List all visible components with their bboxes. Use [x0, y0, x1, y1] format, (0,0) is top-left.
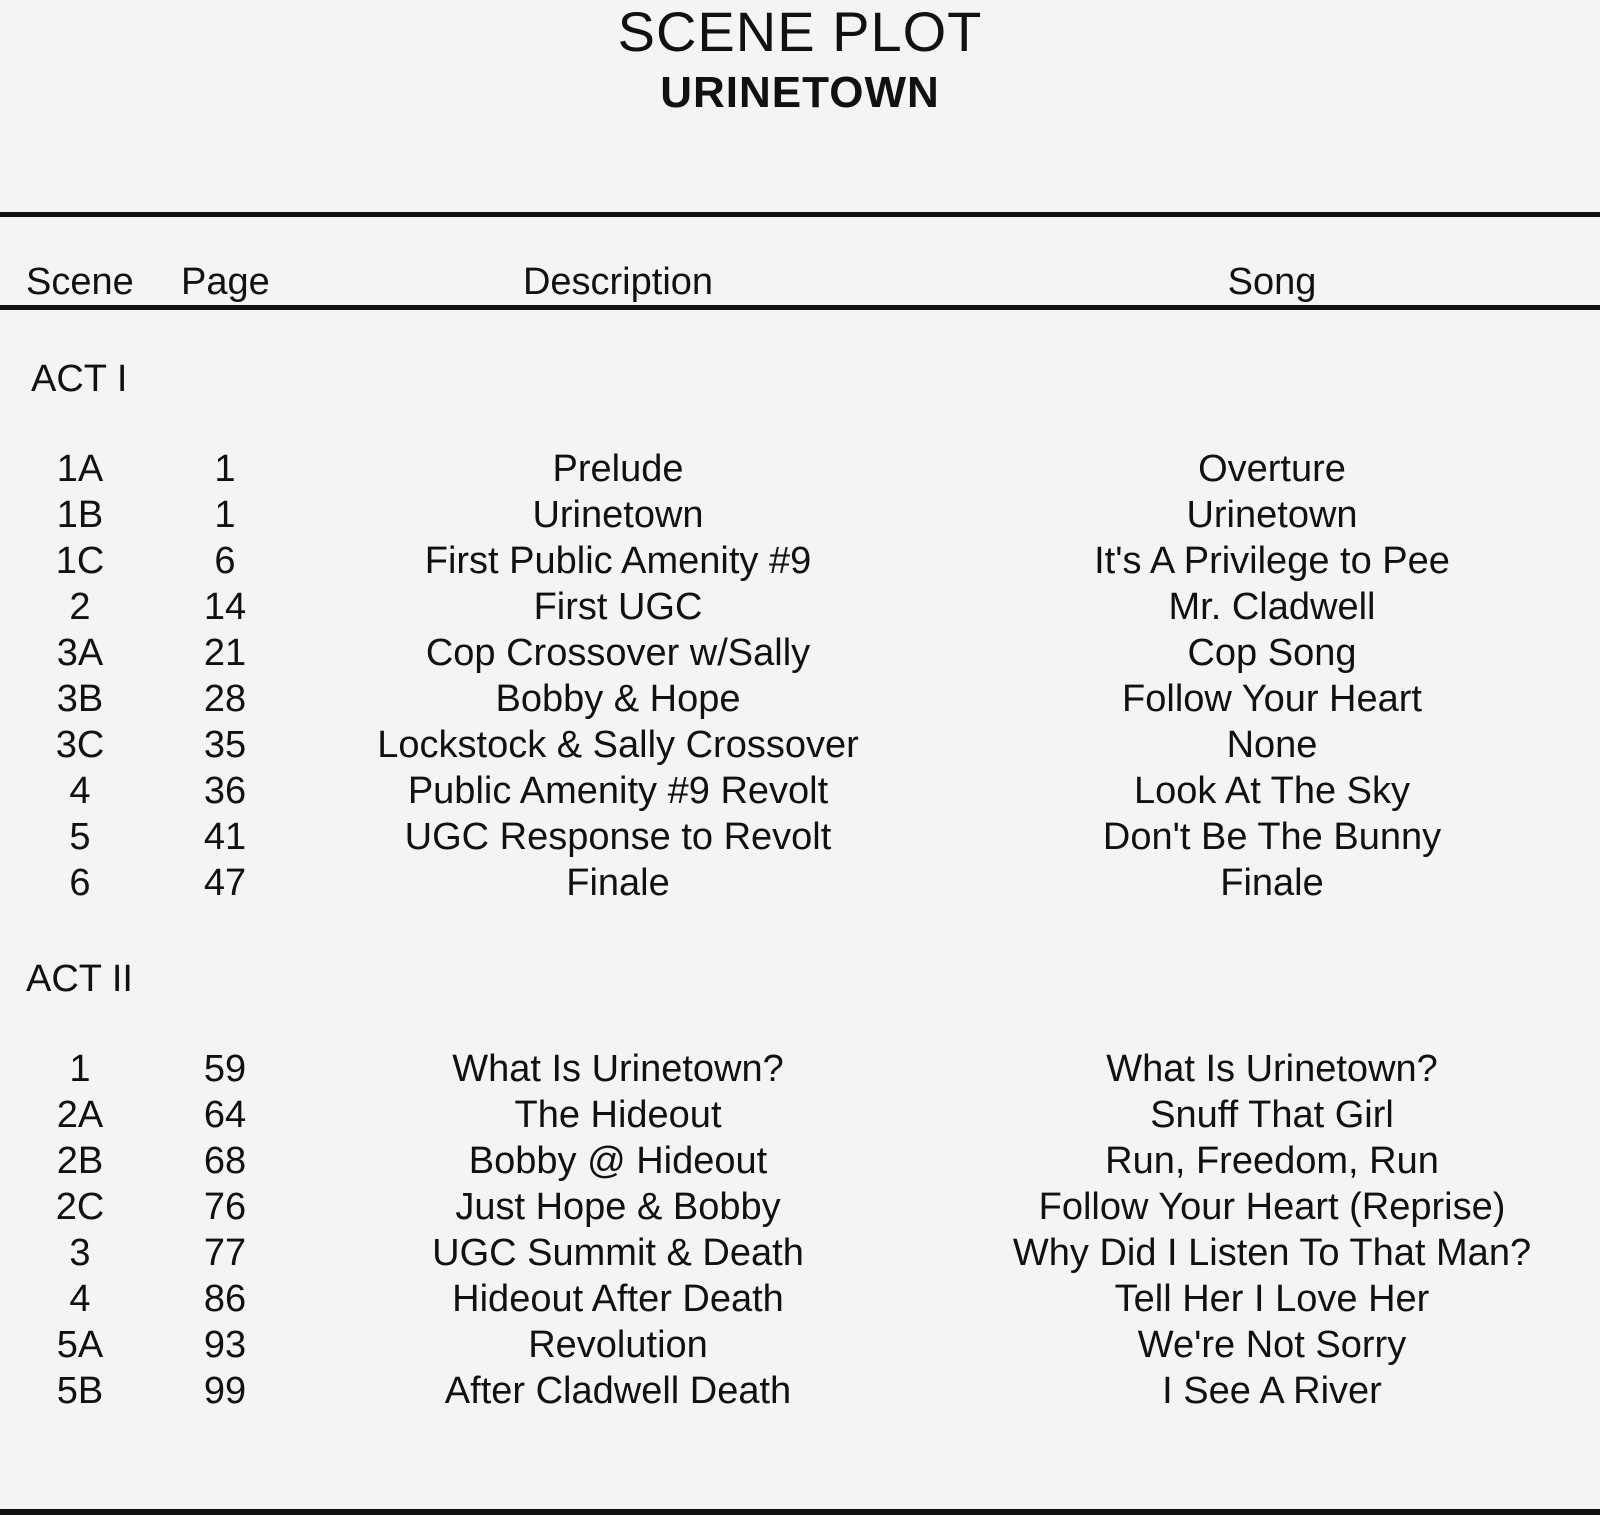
act-heading: ACT II — [26, 958, 133, 1000]
table-row — [0, 815, 1600, 861]
description-cell: Bobby & Hope — [495, 678, 741, 720]
table-row — [0, 1277, 1600, 1323]
scene-cell: 3 — [69, 1232, 91, 1274]
page-cell: 36 — [203, 770, 247, 812]
song-cell: Run, Freedom, Run — [1105, 1140, 1439, 1182]
column-header-scene: Scene — [26, 261, 134, 303]
table-row — [0, 631, 1600, 677]
table-row — [0, 769, 1600, 815]
page-cell: 28 — [203, 678, 247, 720]
scene-cell: 2A — [56, 1094, 104, 1136]
table-row — [0, 677, 1600, 723]
description-cell: Cop Crossover w/Sally — [425, 632, 811, 674]
scene-cell: 3B — [56, 678, 104, 720]
song-cell: Urinetown — [1186, 494, 1358, 536]
description-cell: Finale — [566, 862, 670, 904]
song-cell: Tell Her I Love Her — [1114, 1278, 1430, 1320]
song-cell: Follow Your Heart — [1122, 678, 1422, 720]
scene-cell: 3A — [56, 632, 104, 674]
bottom-divider — [0, 1509, 1600, 1515]
description-cell: Hideout After Death — [452, 1278, 784, 1320]
scene-cell: 6 — [69, 862, 91, 904]
page-cell: 64 — [203, 1094, 247, 1136]
description-cell: Just Hope & Bobby — [455, 1186, 781, 1228]
show-title: URINETOWN — [660, 68, 940, 117]
scene-cell: 1C — [55, 540, 105, 582]
scene-cell: 5A — [56, 1324, 104, 1366]
song-cell: Why Did I Listen To That Man? — [1012, 1232, 1532, 1274]
table-row — [0, 493, 1600, 539]
scene-cell: 1B — [56, 494, 104, 536]
page-cell: 68 — [203, 1140, 247, 1182]
page-cell: 1 — [214, 448, 236, 490]
description-cell: Prelude — [552, 448, 684, 490]
scene-cell: 2 — [69, 586, 91, 628]
page-cell: 99 — [203, 1370, 247, 1412]
description-cell: What Is Urinetown? — [452, 1048, 784, 1090]
song-cell: We're Not Sorry — [1137, 1324, 1407, 1366]
column-header-page: Page — [181, 261, 270, 303]
description-cell: Bobby @ Hideout — [468, 1140, 768, 1182]
top-divider — [0, 212, 1600, 217]
page-cell: 35 — [203, 724, 247, 766]
scene-cell: 5B — [56, 1370, 104, 1412]
page-cell: 21 — [203, 632, 247, 674]
act-1-rows — [0, 447, 1600, 907]
table-row — [0, 1323, 1600, 1369]
page-cell: 59 — [203, 1048, 247, 1090]
scene-cell: 2C — [55, 1186, 105, 1228]
song-cell: Don't Be The Bunny — [1102, 816, 1442, 858]
song-cell: Finale — [1220, 862, 1324, 904]
scene-cell: 1 — [69, 1048, 91, 1090]
column-header-description: Description — [522, 261, 714, 303]
scene-cell: 2B — [56, 1140, 104, 1182]
table-row — [0, 539, 1600, 585]
table-row — [0, 723, 1600, 769]
description-cell: Revolution — [528, 1324, 708, 1366]
song-cell: Overture — [1198, 448, 1346, 490]
description-cell: First Public Amenity #9 — [424, 540, 812, 582]
description-cell: UGC Summit & Death — [432, 1232, 804, 1274]
page-cell: 93 — [203, 1324, 247, 1366]
table-row — [0, 1231, 1600, 1277]
table-row — [0, 861, 1600, 907]
scene-cell: 3C — [55, 724, 105, 766]
table-row — [0, 1047, 1600, 1093]
song-cell: Mr. Cladwell — [1168, 586, 1376, 628]
scene-cell: 4 — [69, 1278, 91, 1320]
page-cell: 47 — [203, 862, 247, 904]
table-row — [0, 1093, 1600, 1139]
description-cell: Public Amenity #9 Revolt — [407, 770, 829, 812]
page-cell: 6 — [214, 540, 236, 582]
act-heading: ACT I — [31, 358, 128, 400]
table-row — [0, 585, 1600, 631]
page-title: SCENE PLOT — [617, 0, 983, 63]
song-cell: Look At The Sky — [1133, 770, 1411, 812]
description-cell: UGC Response to Revolt — [404, 816, 832, 858]
song-cell: None — [1226, 724, 1318, 766]
description-cell: Urinetown — [532, 494, 704, 536]
description-cell: The Hideout — [514, 1094, 722, 1136]
page-cell: 86 — [203, 1278, 247, 1320]
song-cell: Follow Your Heart (Reprise) — [1038, 1186, 1506, 1228]
description-cell: First UGC — [533, 586, 703, 628]
page-cell: 76 — [203, 1186, 247, 1228]
description-cell: After Cladwell Death — [444, 1370, 792, 1412]
column-header-song: Song — [1227, 261, 1317, 303]
scene-cell: 5 — [69, 816, 91, 858]
song-cell: Snuff That Girl — [1150, 1094, 1394, 1136]
table-row — [0, 1369, 1600, 1415]
scene-cell: 1A — [56, 448, 104, 490]
description-cell: Lockstock & Sally Crossover — [377, 724, 859, 766]
song-cell: Cop Song — [1187, 632, 1357, 674]
table-row — [0, 1185, 1600, 1231]
table-row — [0, 1139, 1600, 1185]
song-cell: I See A River — [1162, 1370, 1382, 1412]
page-cell: 14 — [203, 586, 247, 628]
table-row — [0, 447, 1600, 493]
page-cell: 1 — [214, 494, 236, 536]
song-cell: What Is Urinetown? — [1106, 1048, 1438, 1090]
scene-cell: 4 — [69, 770, 91, 812]
song-cell: It's A Privilege to Pee — [1094, 540, 1450, 582]
page-cell: 77 — [203, 1232, 247, 1274]
act-2-rows — [0, 1047, 1600, 1415]
page-cell: 41 — [203, 816, 247, 858]
header-divider — [0, 305, 1600, 310]
